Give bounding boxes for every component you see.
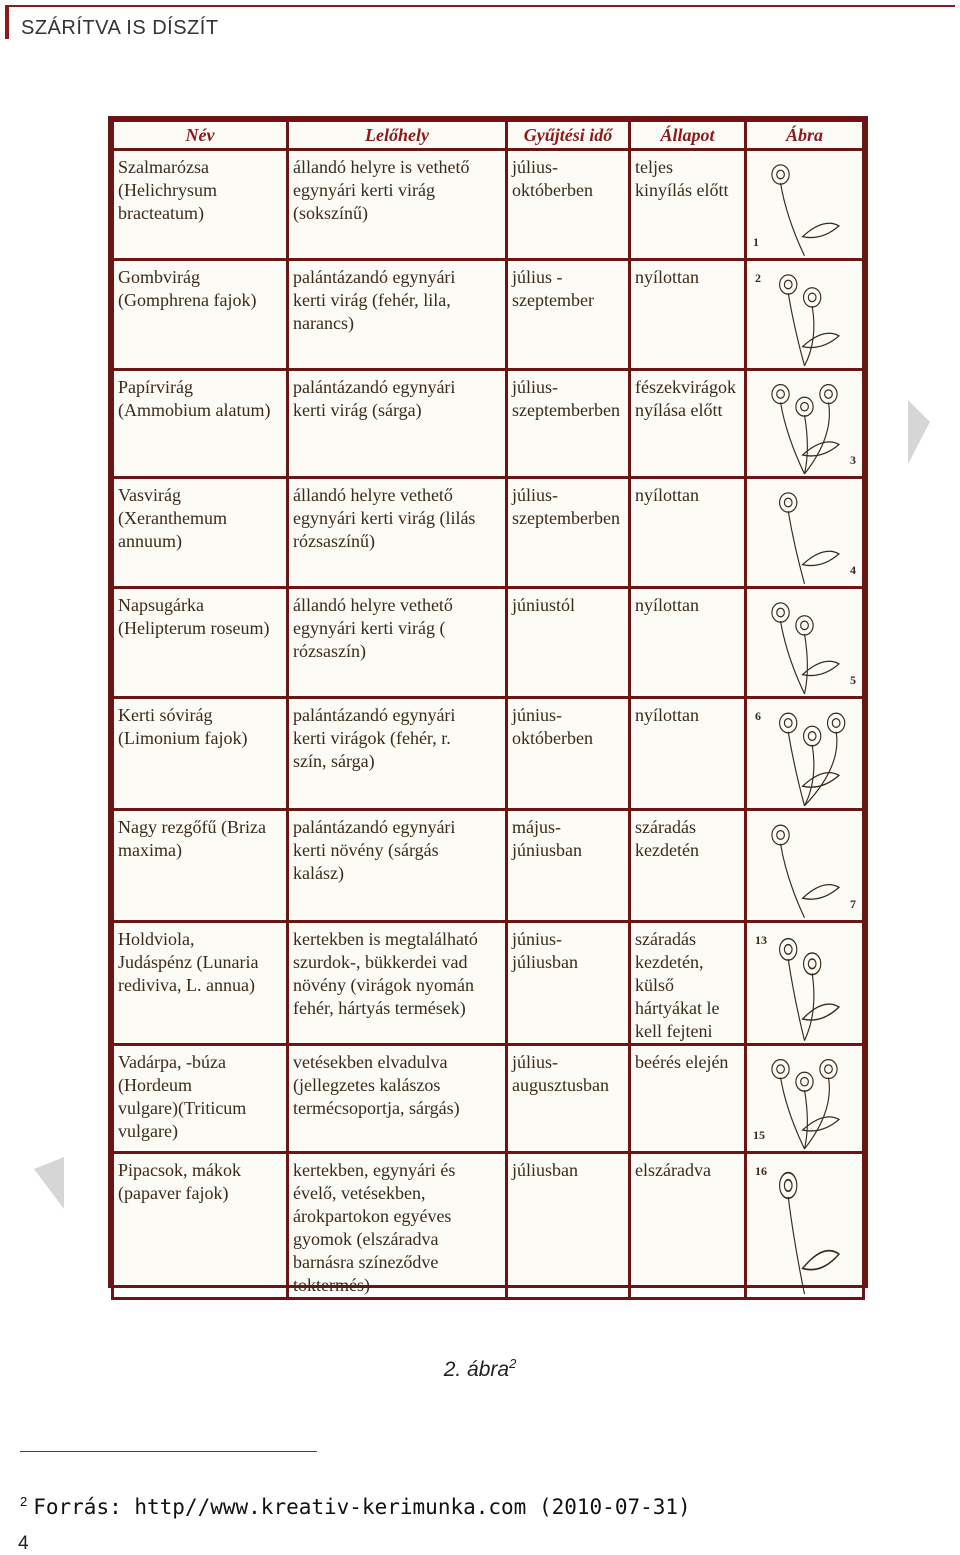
cell-state: beérés elején bbox=[630, 1045, 746, 1153]
cell-name: Napsugárka (Helipterum roseum) bbox=[113, 588, 288, 698]
table-row bbox=[113, 810, 864, 922]
plant-illustration-icon bbox=[747, 479, 862, 586]
cell-state: elszáradva bbox=[630, 1153, 746, 1299]
plant-illustration-icon bbox=[747, 811, 862, 920]
table-body bbox=[113, 150, 864, 1299]
cell-state: nyílottan bbox=[630, 478, 746, 588]
cell-name: Vadárpa, -búza (Hordeum vulgare)(Triticum vulgare) bbox=[113, 1045, 288, 1153]
cell-location: kertekben is megtalálható szurdok-, bükkerdei vad növény (virágok nyomán fehér, hártyás termések) bbox=[288, 922, 507, 1045]
table-header-row bbox=[113, 121, 864, 150]
decorative-arrow-left bbox=[34, 1143, 64, 1209]
flower-table-figure bbox=[108, 116, 868, 1295]
cell-name: Pipacsok, mákok (papaver fajok) bbox=[113, 1153, 288, 1299]
cell-location: palántázandó egynyári kerti virág (fehér, lila, narancs) bbox=[288, 260, 507, 370]
plant-illustration-icon bbox=[747, 261, 862, 368]
caption-footnote-ref: 2 bbox=[509, 1356, 517, 1371]
figure-number: 6 bbox=[755, 709, 761, 723]
cell-illustration bbox=[746, 478, 864, 588]
cell-name: Gombvirág (Gomphrena fajok) bbox=[113, 260, 288, 370]
figure-number: 13 bbox=[755, 933, 767, 947]
cell-collection-time: május- júniusban bbox=[507, 810, 630, 922]
cell-collection-time: júliusban bbox=[507, 1153, 630, 1299]
flower-table bbox=[111, 119, 865, 1300]
cell-state: nyílottan bbox=[630, 698, 746, 810]
plant-illustration-icon bbox=[747, 151, 862, 258]
cell-name: Szalmarózsa (Helichrysum bracteatum) bbox=[113, 150, 288, 260]
cell-illustration bbox=[746, 370, 864, 478]
cell-collection-time: júniustól bbox=[507, 588, 630, 698]
plant-illustration-icon bbox=[747, 589, 862, 696]
decorative-arrow-right bbox=[908, 390, 930, 464]
cell-illustration bbox=[746, 150, 864, 260]
column-header-location: Lelőhely bbox=[288, 121, 507, 150]
footnote bbox=[20, 1494, 691, 1519]
cell-collection-time: június- októberben bbox=[507, 698, 630, 810]
footnote-text: Forrás: http//www.kreativ-kerimunka.com (2010-07-31) bbox=[33, 1495, 691, 1519]
cell-illustration bbox=[746, 260, 864, 370]
caption-text: 2. ábra bbox=[443, 1358, 510, 1381]
cell-illustration bbox=[746, 922, 864, 1045]
cell-name: Nagy rezgőfű (Briza maxima) bbox=[113, 810, 288, 922]
table-row bbox=[113, 260, 864, 370]
figure-number: 3 bbox=[850, 453, 856, 467]
table-row bbox=[113, 922, 864, 1045]
table-row bbox=[113, 370, 864, 478]
column-header-time: Gyűjtési idő bbox=[507, 121, 630, 150]
plant-illustration-icon bbox=[747, 371, 862, 476]
cell-location: palántázandó egynyári kerti növény (sárgás kalász) bbox=[288, 810, 507, 922]
column-header-name: Név bbox=[113, 121, 288, 150]
figure-number: 16 bbox=[755, 1164, 767, 1178]
table-row bbox=[113, 1153, 864, 1299]
cell-collection-time: július - szeptember bbox=[507, 260, 630, 370]
cell-collection-time: július- októberben bbox=[507, 150, 630, 260]
table-row bbox=[113, 698, 864, 810]
cell-name: Holdviola, Judáspénz (Lunaria rediviva, L. annua) bbox=[113, 922, 288, 1045]
cell-location: palántázandó egynyári kerti virágok (fehér, r. szín, sárga) bbox=[288, 698, 507, 810]
table-row bbox=[113, 588, 864, 698]
cell-name: Kerti sóvirág (Limonium fajok) bbox=[113, 698, 288, 810]
cell-illustration bbox=[746, 1153, 864, 1299]
footnote-mark: 2 bbox=[20, 1494, 28, 1509]
cell-location: palántázandó egynyári kerti virág (sárga) bbox=[288, 370, 507, 478]
cell-state: nyílottan bbox=[630, 588, 746, 698]
cell-location: vetésekben elvadulva (jellegzetes kalászos termécsoportja, sárgás) bbox=[288, 1045, 507, 1153]
cell-illustration bbox=[746, 698, 864, 810]
figure-number: 4 bbox=[850, 563, 856, 577]
cell-state: nyílottan bbox=[630, 260, 746, 370]
cell-collection-time: július- szeptemberben bbox=[507, 370, 630, 478]
table-row bbox=[113, 1045, 864, 1153]
figure-number: 5 bbox=[850, 673, 856, 687]
cell-collection-time: július- augusztusban bbox=[507, 1045, 630, 1153]
page-header bbox=[5, 5, 955, 39]
figure-number: 15 bbox=[753, 1128, 765, 1142]
cell-illustration bbox=[746, 810, 864, 922]
figure-number: 7 bbox=[850, 897, 856, 911]
cell-state: száradás kezdetén bbox=[630, 810, 746, 922]
cell-illustration bbox=[746, 1045, 864, 1153]
column-header-state: Állapot bbox=[630, 121, 746, 150]
table-row bbox=[113, 150, 864, 260]
cell-location: állandó helyre vethető egynyári kerti virág ( rózsaszín) bbox=[288, 588, 507, 698]
cell-illustration bbox=[746, 588, 864, 698]
table-row bbox=[113, 478, 864, 588]
cell-collection-time: július- szeptemberben bbox=[507, 478, 630, 588]
cell-collection-time: június- júliusban bbox=[507, 922, 630, 1045]
figure-number: 2 bbox=[755, 271, 761, 285]
plant-illustration-icon bbox=[747, 699, 862, 808]
header-title: SZÁRÍTVA IS DÍSZÍT bbox=[21, 17, 219, 39]
figure-caption bbox=[0, 1356, 960, 1382]
cell-name: Vasvirág (Xeranthemum annuum) bbox=[113, 478, 288, 588]
page-number: 4 bbox=[18, 1533, 29, 1554]
cell-name: Papírvirág (Ammobium alatum) bbox=[113, 370, 288, 478]
cell-location: állandó helyre is vethető egynyári kerti virág (sokszínű) bbox=[288, 150, 507, 260]
column-header-figure: Ábra bbox=[746, 121, 864, 150]
footnote-divider bbox=[20, 1451, 317, 1452]
cell-state: teljes kinyílás előtt bbox=[630, 150, 746, 260]
cell-location: kertekben, egynyári és évelő, vetésekben, árokpartokon egyéves gyomok (elszáradva barnásra színeződve toktermés) bbox=[288, 1153, 507, 1299]
cell-state: száradás kezdetén, külső hártyákat le kell fejteni bbox=[630, 922, 746, 1045]
cell-state: fészekvirágok nyílása előtt bbox=[630, 370, 746, 478]
cell-location: állandó helyre vethető egynyári kerti virág (lilás rózsaszínű) bbox=[288, 478, 507, 588]
figure-number: 1 bbox=[753, 235, 759, 249]
